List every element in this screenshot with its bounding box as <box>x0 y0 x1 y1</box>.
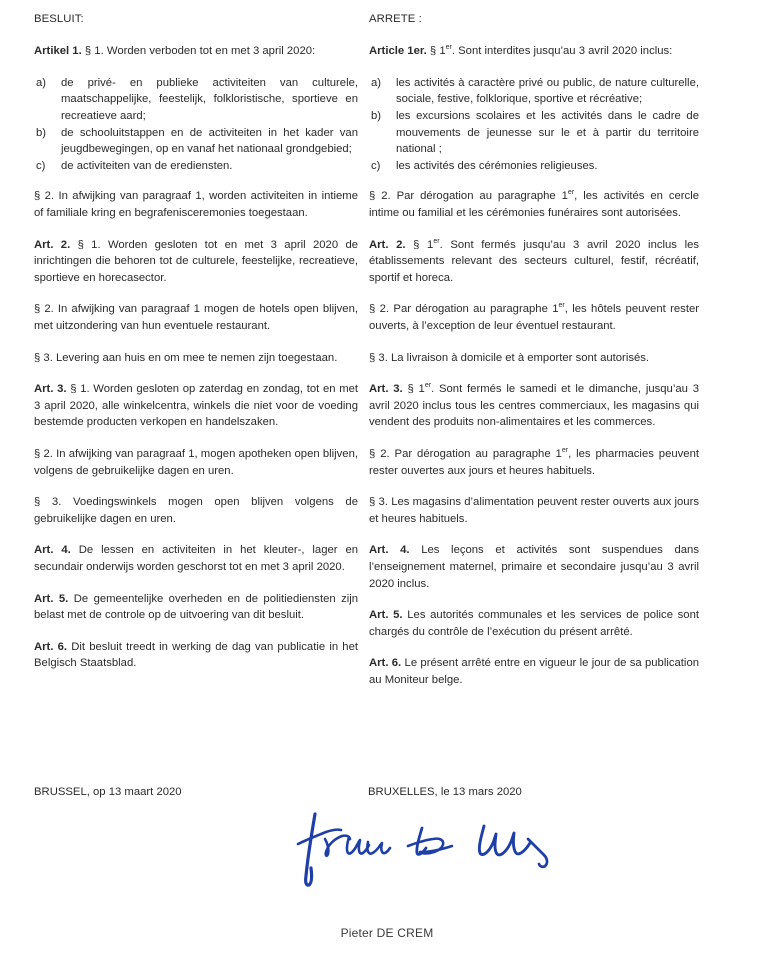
article-4-fr <box>369 542 699 592</box>
list-item <box>369 75 699 108</box>
column-french <box>369 12 699 703</box>
article-6-fr <box>369 655 699 688</box>
article-2-nl <box>34 237 358 287</box>
article-1-lead-text-fr: . Sont interdites jusqu’au 3 avril 2020 inclus: <box>451 45 673 58</box>
article-5-text-nl: De gemeentelijke overheden en de politiediensten zijn belast met de controle op de uitvoering van dit besluit. <box>34 592 359 622</box>
article-2-par2-nl: § 2. In afwijking van paragraaf 1 mogen de hotels open blijven, met uitzondering van hun eventuele restaurant. <box>34 303 358 332</box>
list-marker: b) <box>36 126 47 139</box>
list-marker: c) <box>36 159 46 172</box>
list-item <box>369 108 699 158</box>
list-item-text: les activités des cérémonies religieuses. <box>396 159 598 172</box>
article-3-nl <box>34 381 358 431</box>
date-row <box>0 786 774 806</box>
article-6-label-nl: Art. 6. <box>34 640 68 653</box>
article-1-label-nl: Artikel 1. <box>34 45 82 58</box>
list-marker: c) <box>371 159 381 172</box>
article-1-par2-fr <box>369 188 699 221</box>
article-2-par-sign-fr: § 1 <box>413 238 434 251</box>
ordinal-superscript: er <box>445 44 452 52</box>
article-6-text-nl: Dit besluit treedt in werking de dag van publicatie in het Belgisch Staatsblad. <box>34 640 359 670</box>
article-4-text-nl: De lessen en activiteiten in het kleuter-, lager en secundair onderwijs worden geschorst tot en met 3 april 2020. <box>34 544 359 573</box>
ordinal-superscript: er <box>424 382 432 390</box>
list-item <box>34 158 358 175</box>
list-marker: a) <box>371 76 382 89</box>
article-3-par2-fr <box>369 446 699 479</box>
signer-name: Pieter DE CREM <box>340 926 434 940</box>
ordinal-superscript: er <box>561 447 569 455</box>
article-1-par-sign-fr: § 1 <box>429 45 446 58</box>
article-1-par2-text-a-fr: § 2. Par dérogation au paragraphe 1 <box>369 190 568 203</box>
article-3-label-nl: Art. 3. <box>34 383 67 396</box>
article-2-par3-nl: § 3. Levering aan huis en om mee te nemen zijn toegestaan. <box>34 351 338 364</box>
date-place-french: BRUXELLES, le 13 mars 2020 <box>368 786 522 798</box>
article-4-label-nl: Art. 4. <box>34 544 71 557</box>
article-5-nl <box>34 591 358 624</box>
column-dutch <box>34 12 358 687</box>
article-6-label-fr: Art. 6. <box>369 657 402 670</box>
heading-besluit: BESLUIT: <box>34 13 84 25</box>
article-6-text-fr: Le présent arrêté entre en vigueur le jour de sa publication au Moniteur belge. <box>369 657 700 686</box>
article-1-par2-text-b-fr: , les activités en cercle intime ou familial et les cérémonies funéraires sont autorisées. <box>369 190 699 219</box>
article-1-par2-nl: § 2. In afwijking van paragraaf 1, worden activiteiten in intieme of familiale kring en begrafenisceremonies toegestaan. <box>34 190 358 219</box>
list-item-text: les excursions scolaires et les activités dans le cadre de mouvements de jeunesse sur le et à partir du territoire national ; <box>396 110 699 156</box>
article-3-fr <box>369 381 699 431</box>
article-5-label-fr: Art. 5. <box>369 609 403 622</box>
article-3-par2-text-a-fr: § 2. Par dérogation au paragraphe 1 <box>369 447 562 460</box>
article-2-par3-fr: § 3. La livraison à domicile et à emporter sont autorisés. <box>369 351 650 364</box>
list-item-text: de schooluitstappen en de activiteiten in het kader van jeugdbewegingen, op en vanaf het nationaal grondgebied; <box>61 126 358 156</box>
article-6-nl <box>34 639 358 672</box>
handwritten-signature-icon <box>292 806 582 901</box>
article-4-label-fr: Art. 4. <box>369 544 410 557</box>
article-2-par2-fr <box>369 301 699 334</box>
two-column-body <box>34 12 730 703</box>
article-3-par3-fr: § 3. Les magasins d’alimentation peuvent rester ouverts aux jours et heures habituels. <box>369 496 699 525</box>
article-3-par2-text-b-fr: , les pharmacies peuvent rester ouvertes aux jours et heures habituels. <box>369 447 699 477</box>
list-item <box>34 75 358 125</box>
article-3-text-nl: § 1. Worden gesloten op zaterdag en zondag, tot en met 3 april 2020, alle winkelcentra, winkels die niet voor de voeding bestemde producten verkopen en handelszaken. <box>34 383 359 429</box>
ordinal-superscript: er <box>433 237 440 245</box>
heading-arrete: ARRETE : <box>369 13 422 25</box>
list-marker: a) <box>36 76 47 89</box>
signature-block <box>0 786 774 940</box>
ordinal-superscript: er <box>558 302 565 310</box>
article-1-lead-text-nl: § 1. Worden verboden tot en met 3 april 2020: <box>84 45 316 58</box>
date-place-dutch: BRUSSEL, op 13 maart 2020 <box>34 786 182 798</box>
article-3-label-fr: Art. 3. <box>369 383 403 396</box>
article-4-nl <box>34 542 358 575</box>
article-4-text-fr: Les leçons et activités sont suspendues dans l’enseignement maternel, primaire et secondaire jusqu’au 3 avril 2020 inclus. <box>369 544 699 590</box>
list-item <box>34 125 358 158</box>
article-5-label-nl: Art. 5. <box>34 592 69 605</box>
article-2-text-fr: . Sont fermés jusqu’au 3 avril 2020 inclus les établissements relevant des secteurs culturel, festif, récréatif, sportif et horeca. <box>369 238 700 284</box>
article-1-label-fr: Article 1er. <box>369 45 427 58</box>
article-2-par2-text-a-fr: § 2. Par dérogation au paragraphe 1 <box>369 303 559 316</box>
article-2-text-nl: § 1. Worden gesloten tot en met 3 april 2020 de inrichtingen die behoren tot de culturele, feestelijke, recreatieve, sportieve en horecasector. <box>34 238 359 284</box>
article-1-list-nl <box>34 75 358 175</box>
article-2-label-fr: Art. 2. <box>369 238 406 251</box>
article-3-par-sign-fr: § 1 <box>407 383 425 396</box>
article-1-lead-nl <box>34 43 358 60</box>
list-item-text: de activiteiten van de erediensten. <box>61 159 233 172</box>
list-item <box>369 158 699 175</box>
article-3-par3-nl: § 3. Voedingswinkels mogen open blijven volgens de gebruikelijke dagen en uren. <box>34 496 358 525</box>
article-5-text-fr: Les autorités communales et les services de police sont chargés du contrôle de l’exécution du présent arrêté. <box>369 609 700 638</box>
list-marker: b) <box>371 110 382 123</box>
article-1-lead-fr <box>369 43 699 60</box>
article-2-par2-text-b-fr: , les hôtels peuvent rester ouverts, à l’exception de leur éventuel restaurant. <box>369 303 699 332</box>
article-5-fr <box>369 607 699 640</box>
list-item-text: les activités à caractère privé ou public, de nature culturelle, sociale, festive, folklorique, sportive et récréative; <box>396 76 699 106</box>
list-item-text: de privé- en publieke activiteiten van culturele, maatschappelijke, feestelijk, folkloristische, sportieve en recreatieve aard; <box>61 76 358 123</box>
article-1-list-fr <box>369 75 699 175</box>
article-3-par2-nl: § 2. In afwijking van paragraaf 1, mogen apotheken open blijven, volgens de gebruikelijke dagen en uren. <box>34 447 358 477</box>
article-2-label-nl: Art. 2. <box>34 238 71 251</box>
article-2-fr <box>369 237 699 287</box>
article-3-text-fr: . Sont fermés le samedi et le dimanche, jusqu’au 3 avril 2020 inclus tous les centres commerciaux, les magasins qui vendent des produits non-alimentaires et les commerces. <box>369 383 699 429</box>
ordinal-superscript: er <box>567 189 575 197</box>
